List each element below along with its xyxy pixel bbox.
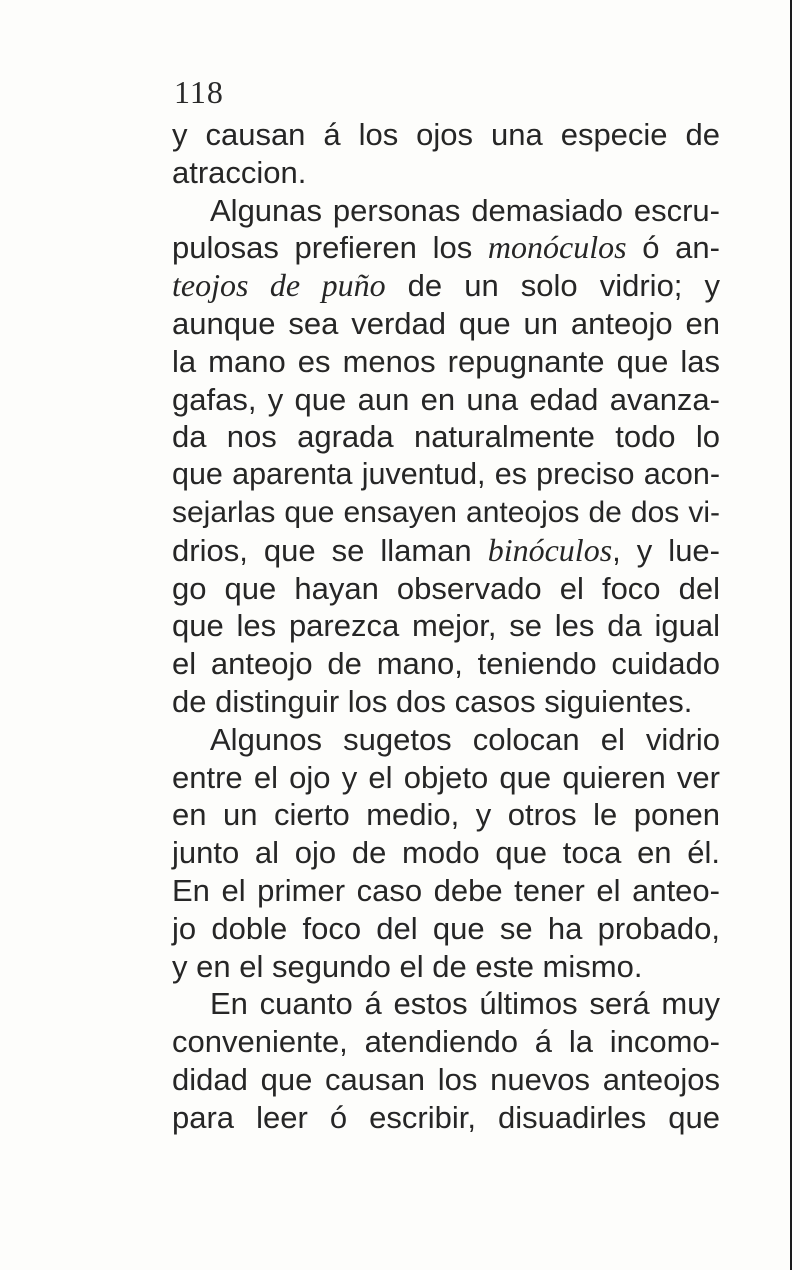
text-line [172,721,720,759]
text-line [172,1099,720,1137]
text-line [172,607,720,645]
text-line [172,570,720,608]
text-line [172,154,720,192]
text-line [172,229,720,267]
page-edge-border [790,0,792,1270]
text-line [172,948,720,986]
text-line [172,532,720,570]
text-line [172,645,720,683]
text-run: para leer ó escribir, disuadirles que [172,1099,720,1135]
text-run: y en el segundo el de este mismo. [172,948,643,984]
text-run: de un solo vidrio; y [385,268,720,304]
text-line [172,267,720,305]
text-run: conveniente, atendiendo á la incomo- [172,1024,720,1060]
text-run: Algunos sugetos colocan el vidrio [210,721,720,757]
text-run: de distinguir los dos casos siguientes. [172,683,693,719]
text-run: aunque sea verdad que un anteojo en [172,305,720,341]
text-line [172,418,720,456]
text-line [172,305,720,343]
text-run: junto al ojo de modo que toca en él. [172,835,720,871]
text-run: pulosas prefieren los [172,230,488,266]
text-run: , y lue- [612,532,720,568]
text-run: atraccion. [172,154,307,190]
text-run: en un cierto medio, y otros le ponen [172,797,720,833]
text-line [172,910,720,948]
text-run: entre el ojo y el objeto que quieren ver [172,759,720,795]
body-text [172,116,720,1137]
text-run: la mano es menos repugnante que las [172,343,720,379]
text-run: jo doble foco del que se ha probado, [172,910,720,946]
text-run: y causan á los ojos una especie de [172,117,720,152]
text-run: didad que causan los nuevos anteojos [172,1061,720,1097]
italic-term: teojos de puño [172,267,386,304]
text-run: da nos agrada naturalmente todo lo [172,419,720,455]
text-line [172,796,720,834]
text-run: el anteojo de mano, teniendo cuidado [172,646,720,682]
text-line [172,1061,720,1099]
text-line [172,872,720,910]
text-run: drios, que se llaman [172,532,488,568]
text-run: que aparenta juventud, es preciso acon- [172,457,720,492]
text-run: ó an- [626,230,720,266]
text-run: Algunas personas demasiado escru- [210,192,720,228]
text-run: sejarlas que ensayen anteojos de dos vi- [172,495,720,529]
text-run: go que hayan observado el foco del [172,570,720,606]
page-number: 118 [174,74,224,110]
italic-term: monóculos [487,229,627,266]
text-line [172,985,720,1023]
text-line [172,494,720,532]
text-line [172,381,720,419]
text-line [172,834,720,872]
text-run: que les parezca mejor, se les da igual [172,608,720,644]
text-line [172,456,720,494]
text-line [172,343,720,381]
text-run: En el primer caso debe tener el anteo- [172,872,720,908]
text-line [172,759,720,797]
text-run: gafas, y que aun en una edad avanza- [172,381,720,417]
text-line [172,116,720,154]
text-line [172,1023,720,1061]
text-run: En cuanto á estos últimos será muy [210,986,720,1022]
text-line [172,192,720,230]
italic-term: binóculos [487,531,613,568]
text-line [172,683,720,721]
